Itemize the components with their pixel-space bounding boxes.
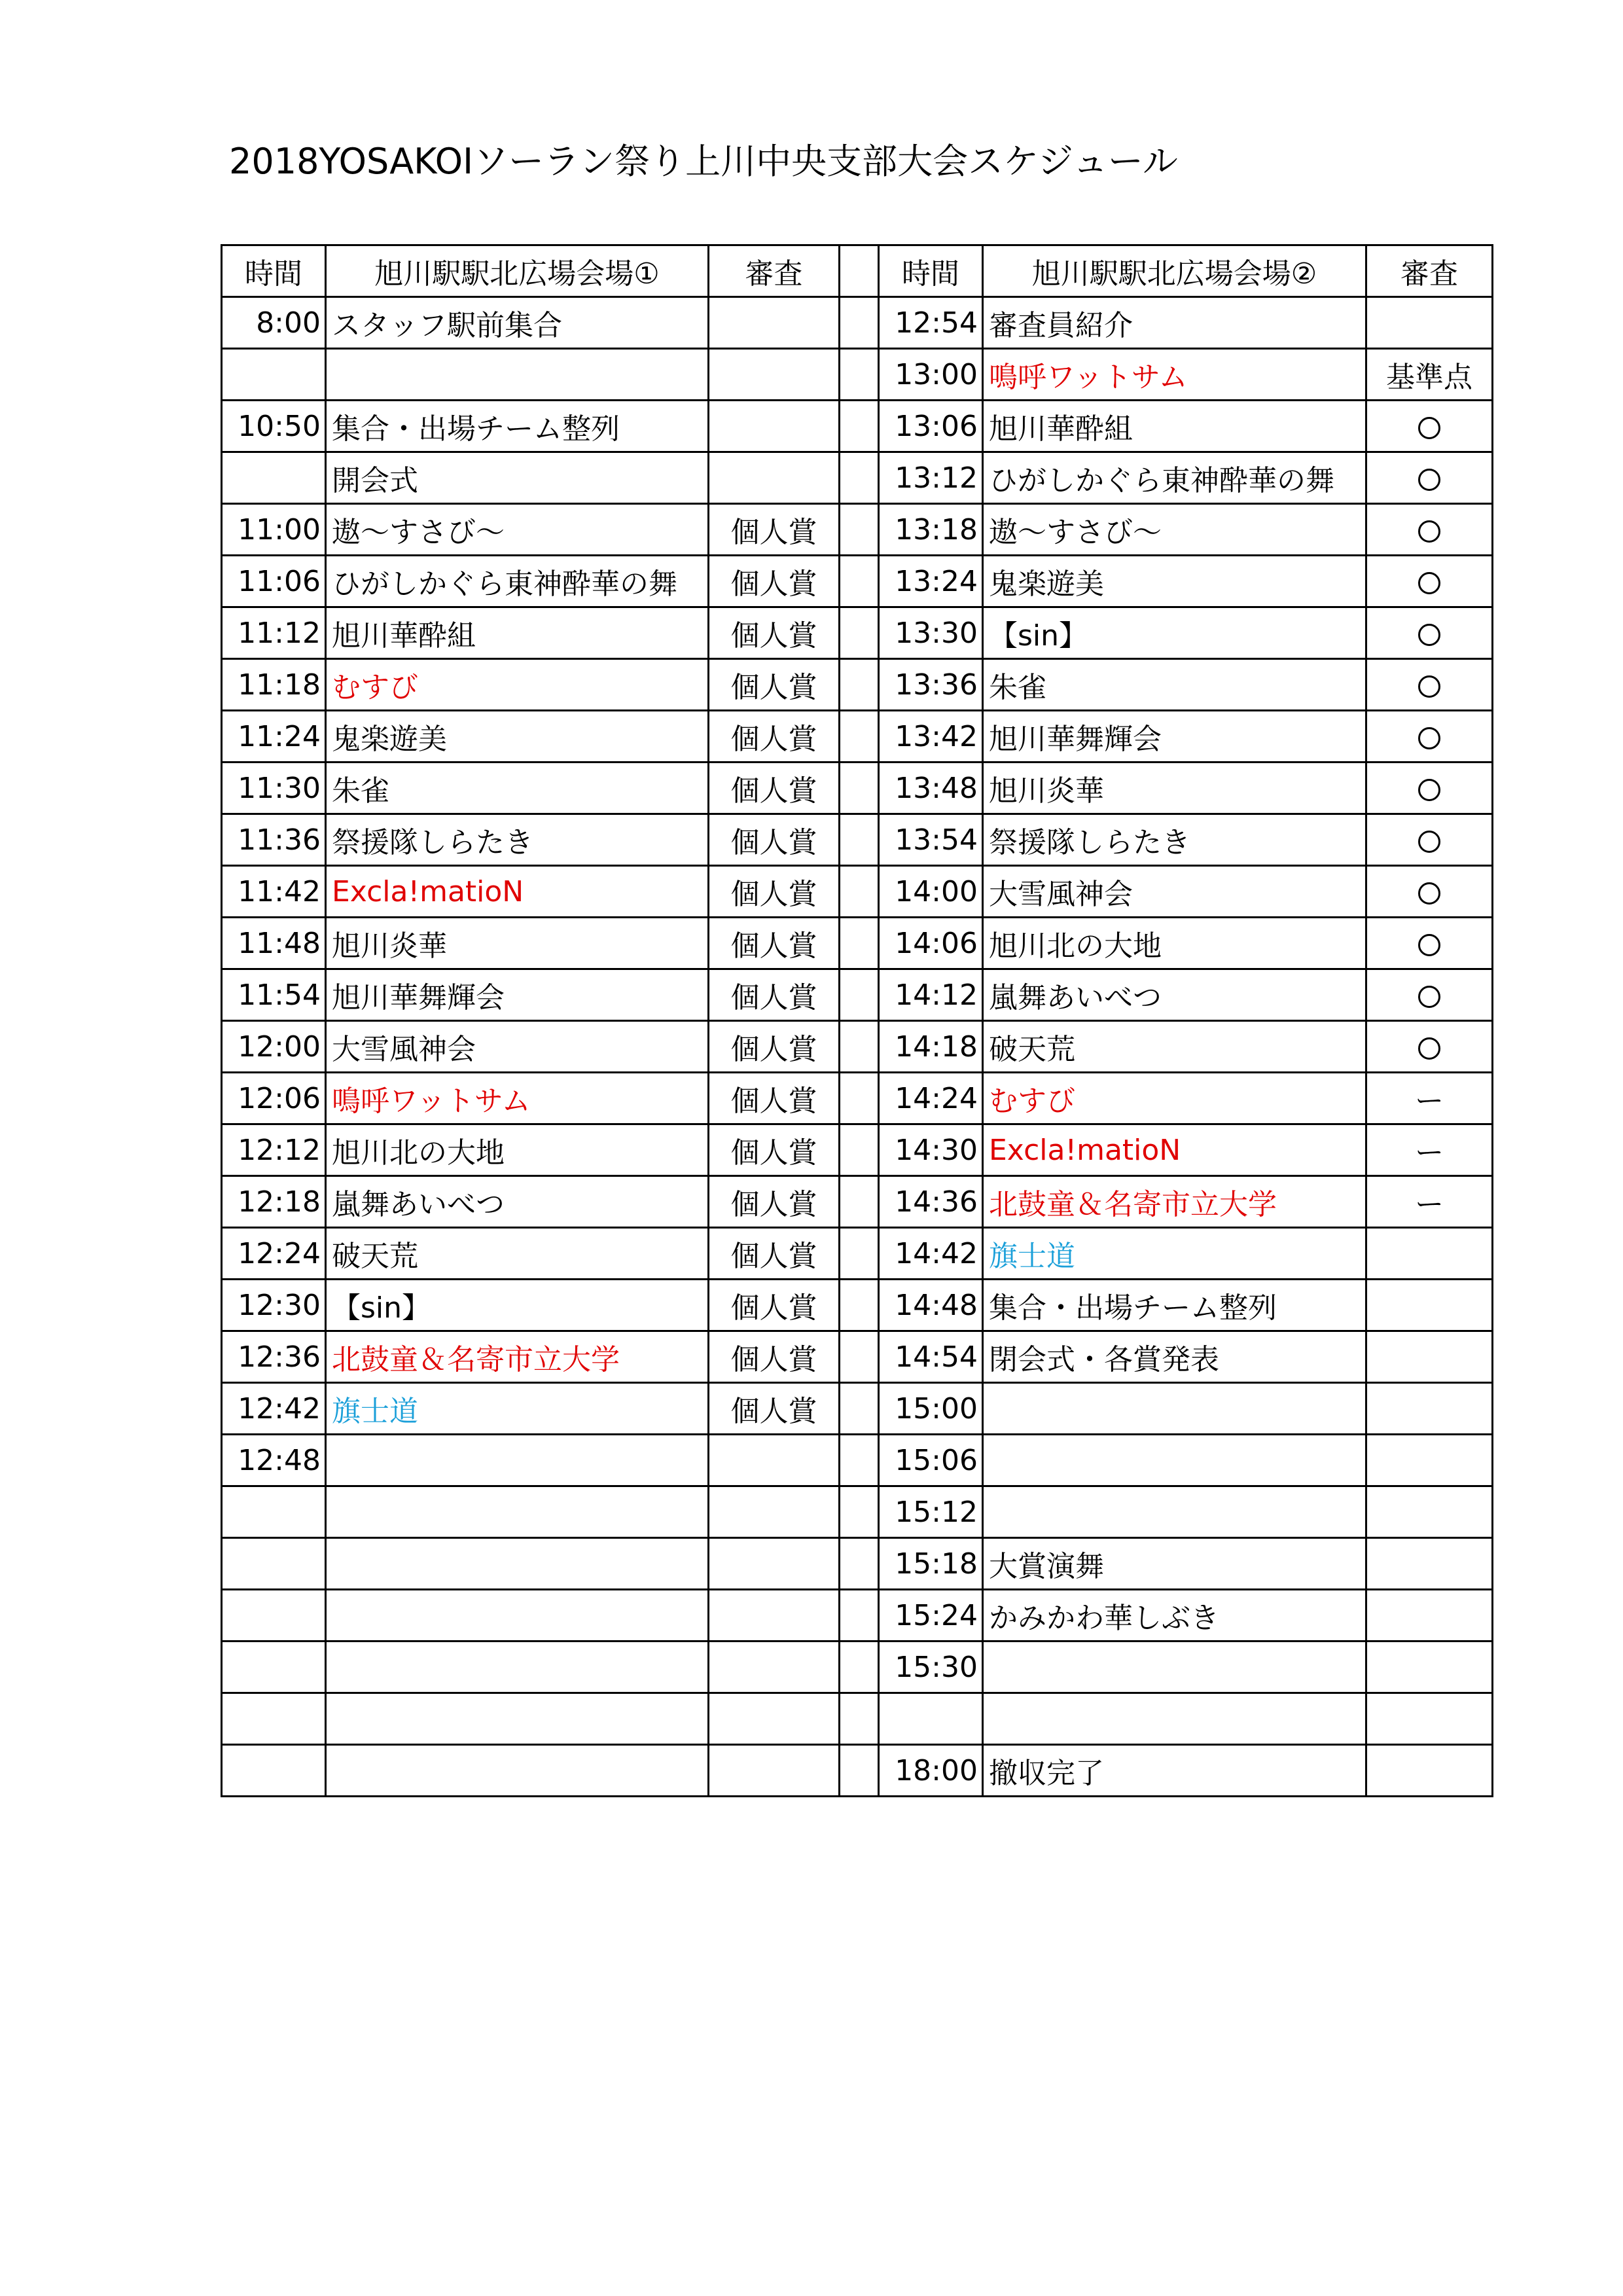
time-cell-2: 13:30: [879, 607, 983, 659]
time-cell-2: 14:06: [879, 918, 983, 969]
table-row: [222, 814, 1493, 866]
judge-cell-1: [709, 1435, 840, 1486]
event-cell-1: 【sin】: [326, 1280, 709, 1331]
time-cell-1: 11:36: [222, 814, 326, 866]
judge-cell-2: [1366, 711, 1493, 762]
judge-cell-1: 個人賞: [709, 814, 840, 866]
table-row: [222, 1176, 1493, 1228]
event-cell-1: [326, 349, 709, 401]
time-cell-1: 12:18: [222, 1176, 326, 1228]
judge-cell-1: 個人賞: [709, 918, 840, 969]
event-cell-1: 朱雀: [326, 762, 709, 814]
judge-cell-2: [1366, 1383, 1493, 1435]
time-cell-1: [222, 349, 326, 401]
event-cell-2: 嵐舞あいべつ: [983, 969, 1366, 1021]
judge-cell-2: ー: [1366, 1176, 1493, 1228]
gap-cell: [840, 1486, 879, 1538]
time-cell-2: 15:24: [879, 1590, 983, 1641]
event-cell-1: [326, 1693, 709, 1745]
event-cell-1: 旭川炎華: [326, 918, 709, 969]
event-cell-1: 開会式: [326, 452, 709, 504]
time-cell-2: 13:42: [879, 711, 983, 762]
schedule-body: [222, 297, 1493, 1797]
time-cell-2: 14:12: [879, 969, 983, 1021]
judge-cell-1: [709, 401, 840, 452]
table-row: [222, 1435, 1493, 1486]
judge-cell-1: 個人賞: [709, 504, 840, 556]
event-cell-1: 集合・出場チーム整列: [326, 401, 709, 452]
time-cell-2: 15:06: [879, 1435, 983, 1486]
judge-cell-2: [1366, 1021, 1493, 1073]
event-cell-2: [983, 1641, 1366, 1693]
gap-cell: [840, 969, 879, 1021]
time-cell-2: 13:24: [879, 556, 983, 607]
table-row: [222, 1745, 1493, 1797]
table-header-row: [222, 245, 1493, 297]
circle-mark-icon: [1418, 624, 1440, 646]
table-row: [222, 711, 1493, 762]
event-cell-1: 破天荒: [326, 1228, 709, 1280]
time-cell-1: 11:18: [222, 659, 326, 711]
time-cell-1: 11:24: [222, 711, 326, 762]
judge-cell-1: 個人賞: [709, 969, 840, 1021]
circle-mark-icon: [1418, 572, 1440, 594]
gap-cell: [840, 297, 879, 349]
gap-cell: [840, 1176, 879, 1228]
table-row: [222, 504, 1493, 556]
table-row: [222, 1280, 1493, 1331]
table-row: [222, 762, 1493, 814]
gap-cell: [840, 1693, 879, 1745]
time-cell-2: 15:30: [879, 1641, 983, 1693]
judge-cell-1: 個人賞: [709, 1280, 840, 1331]
judge-cell-1: 個人賞: [709, 762, 840, 814]
circle-mark-icon: [1418, 417, 1440, 439]
time-cell-2: 13:06: [879, 401, 983, 452]
header-time-1: 時間: [222, 245, 326, 297]
time-cell-2: 14:18: [879, 1021, 983, 1073]
circle-mark-icon: [1418, 934, 1440, 956]
table-row: [222, 607, 1493, 659]
circle-mark-icon: [1418, 831, 1440, 853]
time-cell-2: 13:18: [879, 504, 983, 556]
judge-cell-2: [1366, 1590, 1493, 1641]
gap-cell: [840, 1590, 879, 1641]
time-cell-2: 14:36: [879, 1176, 983, 1228]
judge-cell-1: 個人賞: [709, 1176, 840, 1228]
time-cell-1: [222, 1745, 326, 1797]
gap-cell: [840, 452, 879, 504]
event-cell-1: ひがしかぐら東神酔華の舞: [326, 556, 709, 607]
table-row: [222, 297, 1493, 349]
event-cell-1: むすび: [326, 659, 709, 711]
judge-cell-2: [1366, 452, 1493, 504]
time-cell-2: 15:18: [879, 1538, 983, 1590]
judge-cell-2: [1366, 659, 1493, 711]
time-cell-2: 14:42: [879, 1228, 983, 1280]
gap-cell: [840, 401, 879, 452]
time-cell-2: 13:48: [879, 762, 983, 814]
event-cell-1: 遨～すさび～: [326, 504, 709, 556]
table-row: [222, 659, 1493, 711]
judge-cell-2: [1366, 1693, 1493, 1745]
time-cell-2: 14:48: [879, 1280, 983, 1331]
judge-cell-2: ー: [1366, 1073, 1493, 1124]
judge-cell-1: [709, 1693, 840, 1745]
gap-cell: [840, 349, 879, 401]
event-cell-1: 鳴呼ワットサム: [326, 1073, 709, 1124]
gap-cell: [840, 711, 879, 762]
table-row: [222, 401, 1493, 452]
time-cell-1: 10:50: [222, 401, 326, 452]
judge-cell-2: [1366, 607, 1493, 659]
circle-mark-icon: [1418, 779, 1440, 801]
event-cell-2: 集合・出場チーム整列: [983, 1280, 1366, 1331]
event-cell-1: 旭川華酔組: [326, 607, 709, 659]
table-row: [222, 1383, 1493, 1435]
time-cell-2: 14:54: [879, 1331, 983, 1383]
judge-cell-1: 個人賞: [709, 711, 840, 762]
gap-cell: [840, 918, 879, 969]
judge-cell-2: [1366, 1228, 1493, 1280]
judge-cell-1: 個人賞: [709, 1383, 840, 1435]
time-cell-1: 12:06: [222, 1073, 326, 1124]
judge-cell-2: 基準点: [1366, 349, 1493, 401]
judge-cell-2: [1366, 1745, 1493, 1797]
event-cell-2: [983, 1435, 1366, 1486]
judge-cell-1: [709, 1641, 840, 1693]
time-cell-1: [222, 1693, 326, 1745]
gap-cell: [840, 1745, 879, 1797]
time-cell-1: 11:12: [222, 607, 326, 659]
event-cell-1: 鬼楽遊美: [326, 711, 709, 762]
judge-cell-1: 個人賞: [709, 556, 840, 607]
time-cell-1: [222, 1641, 326, 1693]
time-cell-1: 12:36: [222, 1331, 326, 1383]
judge-cell-1: [709, 349, 840, 401]
judge-cell-2: [1366, 866, 1493, 918]
gap-cell: [840, 762, 879, 814]
time-cell-1: 12:30: [222, 1280, 326, 1331]
table-row: [222, 918, 1493, 969]
time-cell-1: [222, 1538, 326, 1590]
event-cell-2: 撤収完了: [983, 1745, 1366, 1797]
gap-cell: [840, 659, 879, 711]
time-cell-2: 14:00: [879, 866, 983, 918]
time-cell-1: 12:00: [222, 1021, 326, 1073]
event-cell-1: 旗士道: [326, 1383, 709, 1435]
event-cell-2: [983, 1383, 1366, 1435]
event-cell-2: 旭川華酔組: [983, 401, 1366, 452]
judge-cell-1: 個人賞: [709, 866, 840, 918]
time-cell-1: 12:42: [222, 1383, 326, 1435]
time-cell-1: 11:30: [222, 762, 326, 814]
judge-cell-1: [709, 1538, 840, 1590]
judge-cell-1: [709, 1745, 840, 1797]
event-cell-2: 【sin】: [983, 607, 1366, 659]
judge-cell-1: [709, 297, 840, 349]
event-cell-1: スタッフ駅前集合: [326, 297, 709, 349]
gap-cell: [840, 1228, 879, 1280]
event-cell-2: むすび: [983, 1073, 1366, 1124]
header-judge-2: 審査: [1366, 245, 1493, 297]
event-cell-2: [983, 1693, 1366, 1745]
judge-cell-2: [1366, 401, 1493, 452]
event-cell-2: [983, 1486, 1366, 1538]
event-cell-2: ひがしかぐら東神酔華の舞: [983, 452, 1366, 504]
time-cell-2: [879, 1693, 983, 1745]
gap-cell: [840, 504, 879, 556]
circle-mark-icon: [1418, 986, 1440, 1008]
judge-cell-2: [1366, 918, 1493, 969]
gap-cell: [840, 1435, 879, 1486]
table-row: [222, 556, 1493, 607]
event-cell-1: 大雪風神会: [326, 1021, 709, 1073]
judge-cell-1: 個人賞: [709, 607, 840, 659]
table-row: [222, 1331, 1493, 1383]
circle-mark-icon: [1418, 727, 1440, 749]
event-cell-1: 嵐舞あいべつ: [326, 1176, 709, 1228]
header-venue-1: 旭川駅駅北広場会場①: [326, 245, 709, 297]
time-cell-2: 15:00: [879, 1383, 983, 1435]
time-cell-2: 13:54: [879, 814, 983, 866]
event-cell-1: 旭川北の大地: [326, 1124, 709, 1176]
gap-cell: [840, 814, 879, 866]
time-cell-1: 8:00: [222, 297, 326, 349]
gap-cell: [840, 1538, 879, 1590]
time-cell-1: 12:48: [222, 1435, 326, 1486]
time-cell-1: 11:54: [222, 969, 326, 1021]
judge-cell-1: [709, 1590, 840, 1641]
time-cell-2: 13:36: [879, 659, 983, 711]
judge-cell-1: 個人賞: [709, 659, 840, 711]
time-cell-1: 11:48: [222, 918, 326, 969]
event-cell-2: 大賞演舞: [983, 1538, 1366, 1590]
event-cell-2: 審査員紹介: [983, 297, 1366, 349]
judge-cell-2: [1366, 762, 1493, 814]
table-row: [222, 1021, 1493, 1073]
gap-cell: [840, 1331, 879, 1383]
judge-cell-1: [709, 1486, 840, 1538]
judge-cell-2: [1366, 504, 1493, 556]
judge-cell-2: [1366, 1435, 1493, 1486]
gap-cell: [840, 866, 879, 918]
judge-cell-1: 個人賞: [709, 1228, 840, 1280]
time-cell-1: 12:24: [222, 1228, 326, 1280]
judge-cell-2: [1366, 297, 1493, 349]
judge-cell-2: [1366, 1331, 1493, 1383]
judge-cell-2: [1366, 969, 1493, 1021]
event-cell-2: 旗士道: [983, 1228, 1366, 1280]
event-cell-1: [326, 1745, 709, 1797]
event-cell-2: Excla!matioN: [983, 1124, 1366, 1176]
time-cell-2: 14:30: [879, 1124, 983, 1176]
judge-cell-1: 個人賞: [709, 1021, 840, 1073]
table-row: [222, 1538, 1493, 1590]
event-cell-2: かみかわ華しぶき: [983, 1590, 1366, 1641]
judge-cell-1: 個人賞: [709, 1124, 840, 1176]
time-cell-2: 18:00: [879, 1745, 983, 1797]
header-venue-2: 旭川駅駅北広場会場②: [983, 245, 1366, 297]
event-cell-2: 旭川炎華: [983, 762, 1366, 814]
table-row: [222, 1228, 1493, 1280]
circle-mark-icon: [1418, 1037, 1440, 1060]
table-row: [222, 969, 1493, 1021]
table-row: [222, 1073, 1493, 1124]
table-row: [222, 1641, 1493, 1693]
judge-cell-2: [1366, 1538, 1493, 1590]
judge-cell-2: [1366, 814, 1493, 866]
event-cell-2: 旭川華舞輝会: [983, 711, 1366, 762]
table-row: [222, 1693, 1493, 1745]
event-cell-2: 大雪風神会: [983, 866, 1366, 918]
event-cell-2: 破天荒: [983, 1021, 1366, 1073]
event-cell-1: [326, 1538, 709, 1590]
circle-mark-icon: [1418, 882, 1440, 905]
time-cell-1: 11:42: [222, 866, 326, 918]
table-row: [222, 1486, 1493, 1538]
event-cell-2: 鳴呼ワットサム: [983, 349, 1366, 401]
event-cell-1: [326, 1435, 709, 1486]
judge-cell-2: [1366, 1280, 1493, 1331]
table-row: [222, 1590, 1493, 1641]
event-cell-2: 祭援隊しらたき: [983, 814, 1366, 866]
event-cell-1: [326, 1486, 709, 1538]
time-cell-1: 12:12: [222, 1124, 326, 1176]
gap-cell: [840, 1124, 879, 1176]
table-row: [222, 1124, 1493, 1176]
gap-cell: [840, 607, 879, 659]
circle-mark-icon: [1418, 520, 1440, 543]
event-cell-2: 鬼楽遊美: [983, 556, 1366, 607]
event-cell-2: 旭川北の大地: [983, 918, 1366, 969]
judge-cell-1: [709, 452, 840, 504]
judge-cell-2: ー: [1366, 1124, 1493, 1176]
event-cell-1: 北鼓童＆名寄市立大学: [326, 1331, 709, 1383]
table-row: [222, 349, 1493, 401]
gap-cell: [840, 1280, 879, 1331]
event-cell-2: 朱雀: [983, 659, 1366, 711]
table-row: [222, 866, 1493, 918]
event-cell-1: 祭援隊しらたき: [326, 814, 709, 866]
gap-cell: [840, 1073, 879, 1124]
time-cell-2: 13:00: [879, 349, 983, 401]
event-cell-1: [326, 1641, 709, 1693]
event-cell-2: 閉会式・各賞発表: [983, 1331, 1366, 1383]
gap-cell: [840, 1383, 879, 1435]
event-cell-1: [326, 1590, 709, 1641]
time-cell-2: 14:24: [879, 1073, 983, 1124]
judge-cell-1: 個人賞: [709, 1073, 840, 1124]
gap-cell: [840, 556, 879, 607]
time-cell-2: 13:12: [879, 452, 983, 504]
header-gap: [840, 245, 879, 297]
header-time-2: 時間: [879, 245, 983, 297]
gap-cell: [840, 1641, 879, 1693]
time-cell-1: 11:06: [222, 556, 326, 607]
judge-cell-2: [1366, 1486, 1493, 1538]
judge-cell-2: [1366, 556, 1493, 607]
event-cell-2: 北鼓童＆名寄市立大学: [983, 1176, 1366, 1228]
schedule-table: [221, 244, 1493, 1797]
time-cell-2: 12:54: [879, 297, 983, 349]
judge-cell-1: 個人賞: [709, 1331, 840, 1383]
page-title: 2018YOSAKOIソーラン祭り上川中央支部大会スケジュール: [229, 141, 1178, 182]
time-cell-1: [222, 452, 326, 504]
event-cell-1: Excla!matioN: [326, 866, 709, 918]
circle-mark-icon: [1418, 469, 1440, 491]
header-judge-1: 審査: [709, 245, 840, 297]
circle-mark-icon: [1418, 675, 1440, 698]
judge-cell-2: [1366, 1641, 1493, 1693]
time-cell-1: [222, 1590, 326, 1641]
table-row: [222, 452, 1493, 504]
event-cell-1: 旭川華舞輝会: [326, 969, 709, 1021]
time-cell-1: 11:00: [222, 504, 326, 556]
gap-cell: [840, 1021, 879, 1073]
event-cell-2: 遨～すさび～: [983, 504, 1366, 556]
time-cell-1: [222, 1486, 326, 1538]
time-cell-2: 15:12: [879, 1486, 983, 1538]
